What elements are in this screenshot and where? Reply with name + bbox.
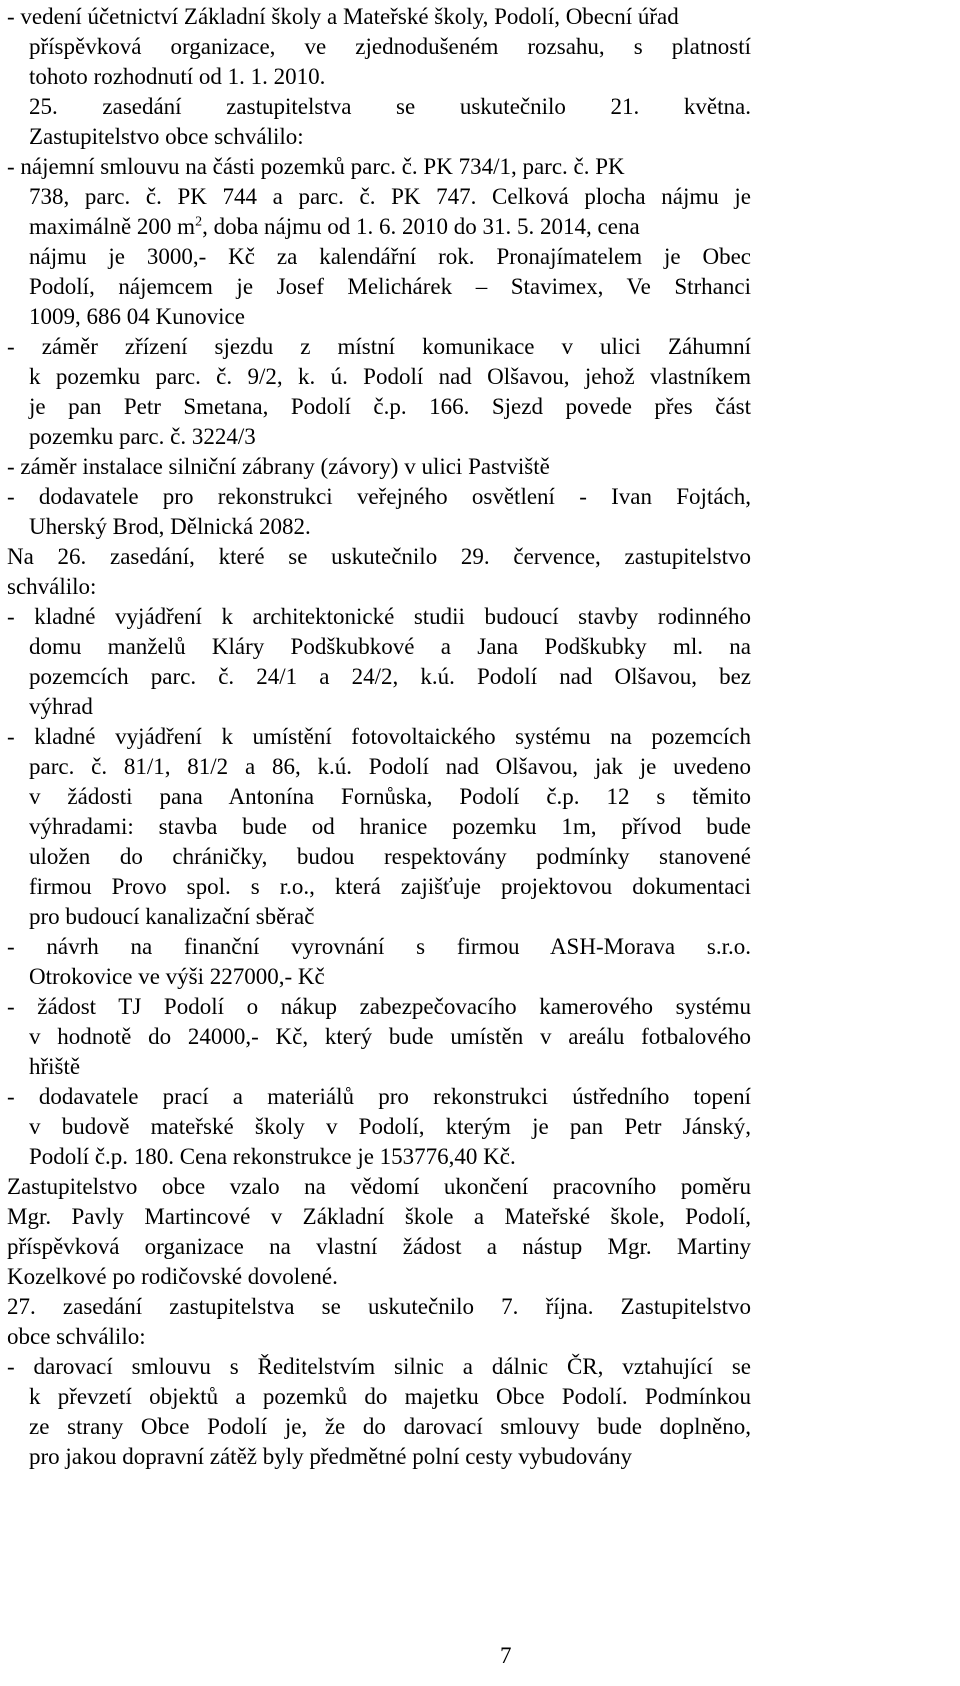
superscript: 2 [195,214,203,230]
text-line: Mgr. Pavly Martincové v Základní škole a Mateřské škole, Podolí, [7,1204,751,1229]
text-line: - návrh na finanční vyrovnání s firmou ASH-Morava s.r.o. [7,934,751,959]
text-line: 738, parc. č. PK 744 a parc. č. PK 747. Celková plocha nájmu je [29,184,751,209]
text-line: ze strany Obce Podolí je, že do darovací smlouvy bude doplněno, [29,1414,751,1439]
text-line: výhradami: stavba bude od hranice pozemku 1m, přívod bude [29,814,751,839]
text-line: - nájemní smlouvu na části pozemků parc. č. PK 734/1, parc. č. PK [7,154,625,179]
text-line: - dodavatele pro rekonstrukci veřejného osvětlení - Ivan Fojtách, [7,484,751,509]
text-line: - záměr instalace silniční zábrany (závory) v ulici Pastviště [7,454,550,479]
text-line: - kladné vyjádření k umístění fotovoltaického systému na pozemcích [7,724,751,749]
page-number: 7 [500,1643,512,1668]
text-line: je pan Petr Smetana, Podolí č.p. 166. Sjezd povede přes část [29,394,751,419]
text-line: nájmu je 3000,- Kč za kalendářní rok. Pronajímatelem je Obec [29,244,751,269]
text-line: Podolí, nájemcem je Josef Melichárek – Stavimex, Ve Strhanci [29,274,751,299]
text-line: pozemcích parc. č. 24/1 a 24/2, k.ú. Podolí nad Olšavou, bez [29,664,751,689]
text-line [29,213,640,243]
text-line: - záměr zřízení sjezdu z místní komunikace v ulici Záhumní [7,334,751,359]
text-line: domu manželů Kláry Podškubkové a Jana Podškubky ml. na [29,634,751,659]
text-line: k pozemku parc. č. 9/2, k. ú. Podolí nad Olšavou, jehož vlastníkem [29,364,751,389]
text-line: Zastupitelstvo obce schválilo: [29,124,304,149]
text-line: - dodavatele prací a materiálů pro rekonstrukci ústředního topení [7,1084,751,1109]
text-line: - kladné vyjádření k architektonické studii budoucí stavby rodinného [7,604,751,629]
text-line: - žádost TJ Podolí o nákup zabezpečovacího kamerového systému [7,994,751,1019]
text-line: Podolí č.p. 180. Cena rekonstrukce je 153776,40 Kč. [29,1144,516,1169]
text-fragment: , doba nájmu od 1. 6. 2010 do 31. 5. 2014, cena [202,214,640,239]
text-line: v žádosti pana Antonína Fornůska, Podolí č.p. 12 s těmito [29,784,751,809]
text-line: výhrad [29,694,93,719]
text-line: Na 26. zasedání, které se uskutečnilo 29. července, zastupitelstvo [7,544,751,569]
text-line: - vedení účetnictví Základní školy a Mateřské školy, Podolí, Obecní úřad [7,4,679,29]
text-line: Otrokovice ve výši 227000,- Kč [29,964,325,989]
text-line: schválilo: [7,574,97,599]
text-line: pro budoucí kanalizační sběrač [29,904,315,929]
text-line: v budově mateřské školy v Podolí, kterým je pan Petr Jánský, [29,1114,751,1139]
text-line: obce schválilo: [7,1324,146,1349]
text-line: pro jakou dopravní zátěž byly předmětné polní cesty vybudovány [29,1444,632,1469]
text-line: Zastupitelstvo obce vzalo na vědomí ukončení pracovního poměru [7,1174,751,1199]
text-line: k převzetí objektů a pozemků do majetku Obce Podolí. Podmínkou [29,1384,751,1409]
text-line: uložen do chráničky, budou respektovány podmínky stanovené [29,844,751,869]
text-line: pozemku parc. č. 3224/3 [29,424,256,449]
text-line: tohoto rozhodnutí od 1. 1. 2010. [29,64,326,89]
text-line: firmou Provo spol. s r.o., která zajišťuje projektovou dokumentaci [29,874,751,899]
text-line: hřiště [29,1054,81,1079]
text-line: parc. č. 81/1, 81/2 a 86, k.ú. Podolí nad Olšavou, jak je uvedeno [29,754,751,779]
text-line: příspěvková organizace na vlastní žádost a nástup Mgr. Martiny [7,1234,751,1259]
text-line: Uherský Brod, Dělnická 2082. [29,514,311,539]
text-line: 1009, 686 04 Kunovice [29,304,245,329]
text-line: - darovací smlouvu s Ředitelstvím silnic a dálnic ČR, vztahující se [7,1354,751,1379]
text-line: v hodnotě do 24000,- Kč, který bude umístěn v areálu fotbalového [29,1024,751,1049]
text-fragment: maximálně 200 m [29,214,196,239]
text-line: 27. zasedání zastupitelstva se uskutečnilo 7. října. Zastupitelstvo [7,1294,751,1319]
text-line: 25. zasedání zastupitelstva se uskutečnilo 21. května. [29,94,751,119]
text-line: Kozelkové po rodičovské dovolené. [7,1264,338,1289]
text-line: příspěvková organizace, ve zjednodušeném rozsahu, s platností [29,34,751,59]
